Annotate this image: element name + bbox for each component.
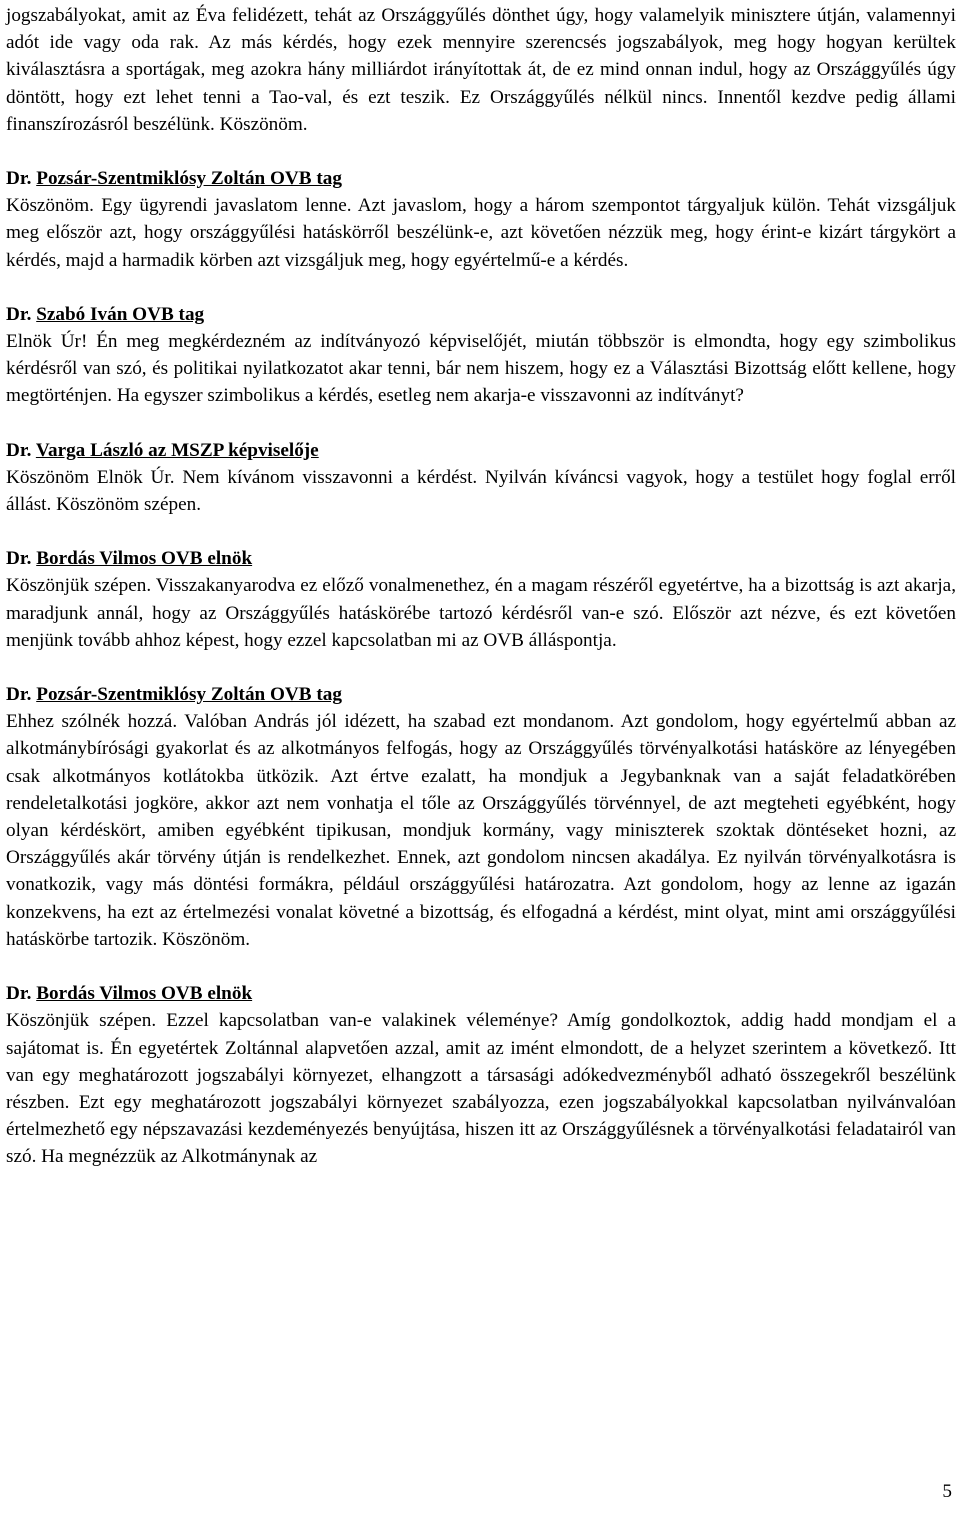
speaker-name: Varga László az MSZP képviselője bbox=[35, 439, 319, 461]
speech-paragraph: Köszönjük szépen. Visszakanyarodva ez előző vonalmenethez, én a magam részéről egyetértve, ha a bizottság is azt akarja, maradjunk annál, hogy az Országgyűlés hatáskörébe tartozó kérdésről van-e szó. Először azt nézve, és ezt követően menjünk tovább ahhoz képest, hogy ezzel kapcsolatban mi az OVB álláspontja. bbox=[6, 575, 956, 651]
intro-paragraph: jogszabályokat, amit az Éva felidézett, tehát az Országgyűlés dönthet úgy, hogy valamelyik minisztere útján, valamennyi adót ide vagy oda rak. Az más kérdés, hogy ezek mennyire szerencsés jogszabályok, meg hogy hogyan kerültek kiválasztásra a sportágak, meg azokra hány milliárdot irányítottak át, de ez mind onnan indul, hogy az Országgyűlés úgy döntött, hogy ezt lehet tenni a Tao-val, és ezt teszik. Ez Országgyűlés nélkül nincs. Innentől kezdve pedig állami finanszírozásról beszélünk. Köszönöm. bbox=[6, 5, 956, 135]
speaker-section bbox=[6, 301, 956, 410]
speaker-title: Dr. bbox=[6, 439, 32, 461]
document-page bbox=[6, 2, 956, 1171]
speaker-section bbox=[6, 437, 956, 519]
speaker-name: Bordás Vilmos OVB elnök bbox=[36, 548, 253, 570]
speech-paragraph: Köszönöm Elnök Úr. Nem kívánom visszavonni a kérdést. Nyilván kíváncsi vagyok, hogy a testület hogy foglal erről állást. Köszönöm szépen. bbox=[6, 466, 956, 516]
speaker-title: Dr. bbox=[6, 168, 32, 190]
speaker-heading bbox=[6, 165, 956, 192]
speaker-name: Pozsár-Szentmiklósy Zoltán OVB tag bbox=[36, 684, 342, 706]
speaker-section bbox=[6, 165, 956, 274]
speaker-heading bbox=[6, 545, 956, 572]
speaker-name: Bordás Vilmos OVB elnök bbox=[36, 983, 253, 1005]
speaker-name: Szabó Iván OVB tag bbox=[36, 303, 205, 325]
speaker-heading bbox=[6, 980, 956, 1007]
speaker-heading bbox=[6, 437, 956, 464]
speaker-title: Dr. bbox=[6, 548, 32, 570]
speech-paragraph: Köszönöm. Egy ügyrendi javaslatom lenne. Azt javaslom, hogy a három szempontot tárgyaljuk külön. Tehát vizsgáljuk meg először azt, hogy országgyűlési hatáskörről beszélünk-e, azt követően nézzük meg, hogy érint-e kizárt tárgykört a kérdés, majd a harmadik körben azt vizsgáljuk meg, hogy egyértelmű-e a kérdés. bbox=[6, 195, 956, 271]
speaker-title: Dr. bbox=[6, 983, 32, 1005]
speaker-section bbox=[6, 545, 956, 654]
speech-paragraph: Köszönjük szépen. Ezzel kapcsolatban van-e valakinek véleménye? Amíg gondolkoztok, addig hadd mondjam el a sajátomat is. Én egyetértek Zoltánnal alapvetően azzal, amit az imént elmondott, de a helyzet szerintem a következő. Itt van egy meghatározott jogszabályi környezet, elhangzott a társasági adókedvezményből adható összegekről beszélünk részben. Ezt egy meghatározott jogszabályi környezet szabályozza, ezen jogszabályokkal kapcsolatban nyilvánvalóan értelmezhető egy népszavazási kezdeményezés benyújtása, hiszen itt az Országgyűlésnek a törvényalkotási feladatairól van szó. Ha megnézzük az Alkotmánynak az bbox=[6, 1010, 956, 1168]
speaker-section bbox=[6, 980, 956, 1170]
speaker-title: Dr. bbox=[6, 684, 32, 706]
speech-paragraph: Ehhez szólnék hozzá. Valóban András jól idézett, ha szabad ezt mondanom. Azt gondolom, hogy egyértelmű abban az alkotmánybírósági gyakorlat és az alkotmányos felfogás, hogy az Országgyűlés törvényalkotási hatásköre az lényegében csak alkotmányos kotlátokba ütközik. Azt értve ezalatt, ha mondjuk a Jegybanknak van a saját feladatkörében rendeletalkotási jogköre, akkor azt nem vonhatja el tőle az Országgyűlés törvénnyel, de azt megteheti egyébként, hogy olyan kérdéskört, amiben egyébként tipikusan, mondjuk kormány, vagy miniszterek szoktak döntéseket hozni, az Országgyűlés akár törvény útján is rendelkezhet. Ennek, azt gondolom nincsen akadálya. Ez nyilván törvényalkotásra is vonatkozik, vagy más döntési formákra, például országgyűlési határozatra. Azt gondolom, hogy az lenne az igazán konzekvens, ha ezt az értelmezési vonalat követné a bizottság, és elfogadná a kérdést, mint olyat, mint ami országgyűlési hatáskörbe tartozik. Köszönöm. bbox=[6, 711, 956, 950]
speaker-heading bbox=[6, 681, 956, 708]
speaker-title: Dr. bbox=[6, 303, 32, 325]
speech-paragraph: Elnök Úr! Én meg megkérdezném az indítványozó képviselőjét, miután többször is elmondta, hogy egy szimbolikus kérdésről van szó, és politikai nyilatkozatot akar tenni, bár nem hiszem, hogy ez a Választási Bizottság előtt kellene, hogy megtörténjen. Ha egyszer szimbolikus a kérdés, esetleg nem akarja-e visszavonni az indítványt? bbox=[6, 331, 956, 407]
page-number: 5 bbox=[942, 1481, 952, 1502]
speaker-section bbox=[6, 681, 956, 953]
speaker-heading bbox=[6, 301, 956, 328]
speaker-name: Pozsár-Szentmiklósy Zoltán OVB tag bbox=[36, 168, 342, 190]
